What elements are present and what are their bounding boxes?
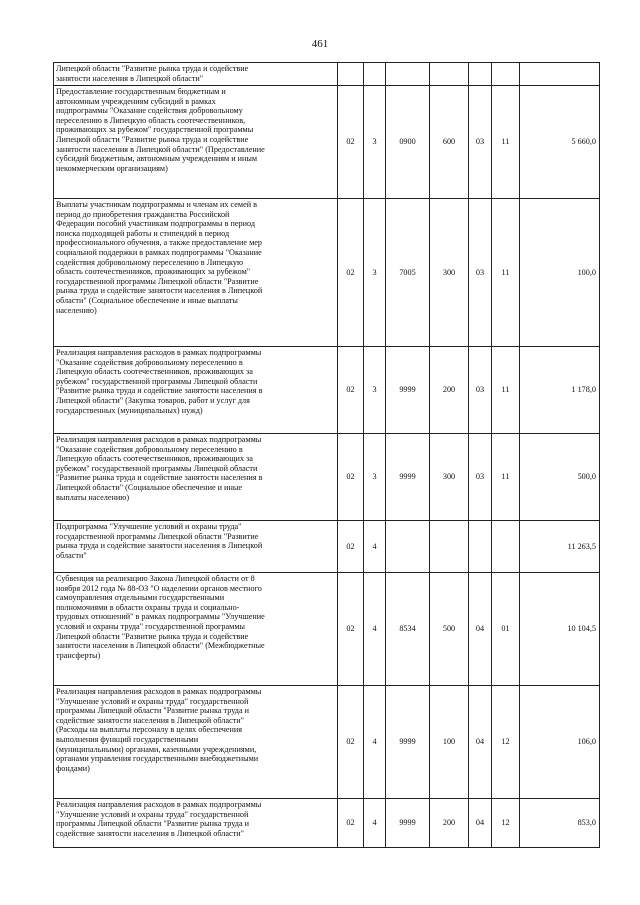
budget-table <box>53 62 600 848</box>
expense-type-code: 500 <box>430 573 469 686</box>
expense-type-code: 100 <box>430 686 469 799</box>
target-item-code: 9999 <box>386 434 430 521</box>
amount-cell: 5 660,0 <box>520 86 600 199</box>
program-code: 02 <box>338 434 364 521</box>
program-code: 02 <box>338 347 364 434</box>
subsection-code: 01 <box>492 573 520 686</box>
section-code: 04 <box>469 686 492 799</box>
target-item-code <box>386 521 430 573</box>
subsection-code: 11 <box>492 434 520 521</box>
section-code: 03 <box>469 199 492 347</box>
expense-description: Выплаты участникам подпрограммы и членам их семей в период до приобретения гражданства Российской Федерации пособий участникам подпрограммы в период поиска подходящей работы и стипендий в период профессионального обучения, а также предоставление мер социальной поддержки в рамках подпрограммы "Оказание содействия добровольному переселению в Липецкую область соотечественников, проживающих за рубежом" государственной программы Липецкой области "Развитие рынка труда и содействие занятости населения в Липецкой области" (Социальное обеспечение и иные выплаты населению) <box>54 199 338 347</box>
expense-description: Реализация направления расходов в рамках подпрограммы "Улучшение условий и охраны труда" государственной программы Липецкой области "Развитие рынка труда и содействие занятости населения в Липецкой области" <box>54 799 338 848</box>
target-item-code <box>386 63 430 86</box>
program-code <box>338 63 364 86</box>
target-item-code: 9999 <box>386 686 430 799</box>
table-row <box>54 686 600 799</box>
table-row <box>54 347 600 434</box>
subsection-code: 11 <box>492 199 520 347</box>
budget-table-body <box>54 63 600 848</box>
amount-cell <box>520 63 600 86</box>
program-code: 02 <box>338 799 364 848</box>
expense-type-code: 300 <box>430 199 469 347</box>
subprogram-code: 4 <box>364 573 386 686</box>
subprogram-code: 4 <box>364 799 386 848</box>
target-item-code: 0900 <box>386 86 430 199</box>
table-row <box>54 199 600 347</box>
program-code: 02 <box>338 86 364 199</box>
subprogram-code: 4 <box>364 686 386 799</box>
amount-cell: 10 104,5 <box>520 573 600 686</box>
expense-description: Реализация направления расходов в рамках подпрограммы "Оказание содействия добровольному переселению в Липецкую область соотечественников, проживающих за рубежом" государственной программы Липецкой области "Развитие рынка труда и содействие занятости населения в Липецкой области" (Закупка товаров, работ и услуг для государственных (муниципальных) нужд) <box>54 347 338 434</box>
section-code: 04 <box>469 573 492 686</box>
subprogram-code: 4 <box>364 521 386 573</box>
expense-type-code <box>430 521 469 573</box>
program-code: 02 <box>338 573 364 686</box>
target-item-code: 7005 <box>386 199 430 347</box>
program-code: 02 <box>338 686 364 799</box>
expense-description: Предоставление государственным бюджетным и автономным учреждениям субсидий в рамках подпрограммы "Оказание содействия добровольному переселению в Липецкую область соотечественников, проживающих за рубежом" государственной программы Липецкой области "Развитие рынка труда и содействие занятости населения в Липецкой области" (Предоставление субсидий бюджетным, автономным учреждениям и иным некоммерческим организациям) <box>54 86 338 199</box>
subsection-code <box>492 521 520 573</box>
section-code: 04 <box>469 799 492 848</box>
amount-cell: 11 263,5 <box>520 521 600 573</box>
table-row <box>54 86 600 199</box>
target-item-code: 9999 <box>386 347 430 434</box>
expense-description: Реализация направления расходов в рамках подпрограммы "Улучшение условий и охраны труда" государственной программы Липецкой области "Развитие рынка труда и содействие занятости населения в Липецкой области" (Расходы на выплаты персоналу в целях обеспечения выполнения функций государственными (муниципальными) органами, казенными учреждениями, органами управления государственными внебюджетными фондами) <box>54 686 338 799</box>
subprogram-code: 3 <box>364 199 386 347</box>
amount-cell: 1 178,0 <box>520 347 600 434</box>
expense-description: Липецкой области "Развитие рынка труда и содействие занятости населения в Липецкой области" <box>54 63 338 86</box>
expense-description: Субвенция на реализацию Закона Липецкой области от 8 ноября 2012 года № 88-ОЗ "О наделении органов местного самоуправления отдельными государственными полномочиями в области охраны труда и социально- трудовых отношений" в рамках подпрограммы "Улучшение условий и охраны труда" государственной программы Липецкой области "Развитие рынка труда и содействие занятости населения в Липецкой области" (Межбюджетные трансферты) <box>54 573 338 686</box>
subprogram-code: 3 <box>364 347 386 434</box>
target-item-code: 9999 <box>386 799 430 848</box>
page-number: 461 <box>311 38 329 50</box>
subprogram-code: 3 <box>364 434 386 521</box>
expense-type-code <box>430 63 469 86</box>
section-code: 03 <box>469 86 492 199</box>
table-row <box>54 63 600 86</box>
subsection-code: 12 <box>492 686 520 799</box>
amount-cell: 100,0 <box>520 199 600 347</box>
expense-type-code: 200 <box>430 799 469 848</box>
table-row <box>54 521 600 573</box>
expense-type-code: 300 <box>430 434 469 521</box>
expense-description: Реализация направления расходов в рамках подпрограммы "Оказание содействия добровольному переселению в Липецкую область соотечественников, проживающих за рубежом" государственной программы Липецкой области "Развитие рынка труда и содействие занятости населения в Липецкой области" (Социальное обеспечение и иные выплаты населению) <box>54 434 338 521</box>
subprogram-code <box>364 63 386 86</box>
amount-cell: 106,0 <box>520 686 600 799</box>
subsection-code <box>492 63 520 86</box>
subsection-code: 12 <box>492 799 520 848</box>
subsection-code: 11 <box>492 347 520 434</box>
section-code: 03 <box>469 347 492 434</box>
amount-cell: 853,0 <box>520 799 600 848</box>
table-row <box>54 799 600 848</box>
target-item-code: 8534 <box>386 573 430 686</box>
expense-type-code: 200 <box>430 347 469 434</box>
amount-cell: 500,0 <box>520 434 600 521</box>
subsection-code: 11 <box>492 86 520 199</box>
program-code: 02 <box>338 199 364 347</box>
table-row <box>54 434 600 521</box>
expense-type-code: 600 <box>430 86 469 199</box>
expense-description: Подпрограмма "Улучшение условий и охраны труда" государственной программы Липецкой области "Развитие рынка труда и содействие занятости населения в Липецкой области" <box>54 521 338 573</box>
subprogram-code: 3 <box>364 86 386 199</box>
section-code: 03 <box>469 434 492 521</box>
section-code <box>469 521 492 573</box>
table-row <box>54 573 600 686</box>
section-code <box>469 63 492 86</box>
program-code: 02 <box>338 521 364 573</box>
